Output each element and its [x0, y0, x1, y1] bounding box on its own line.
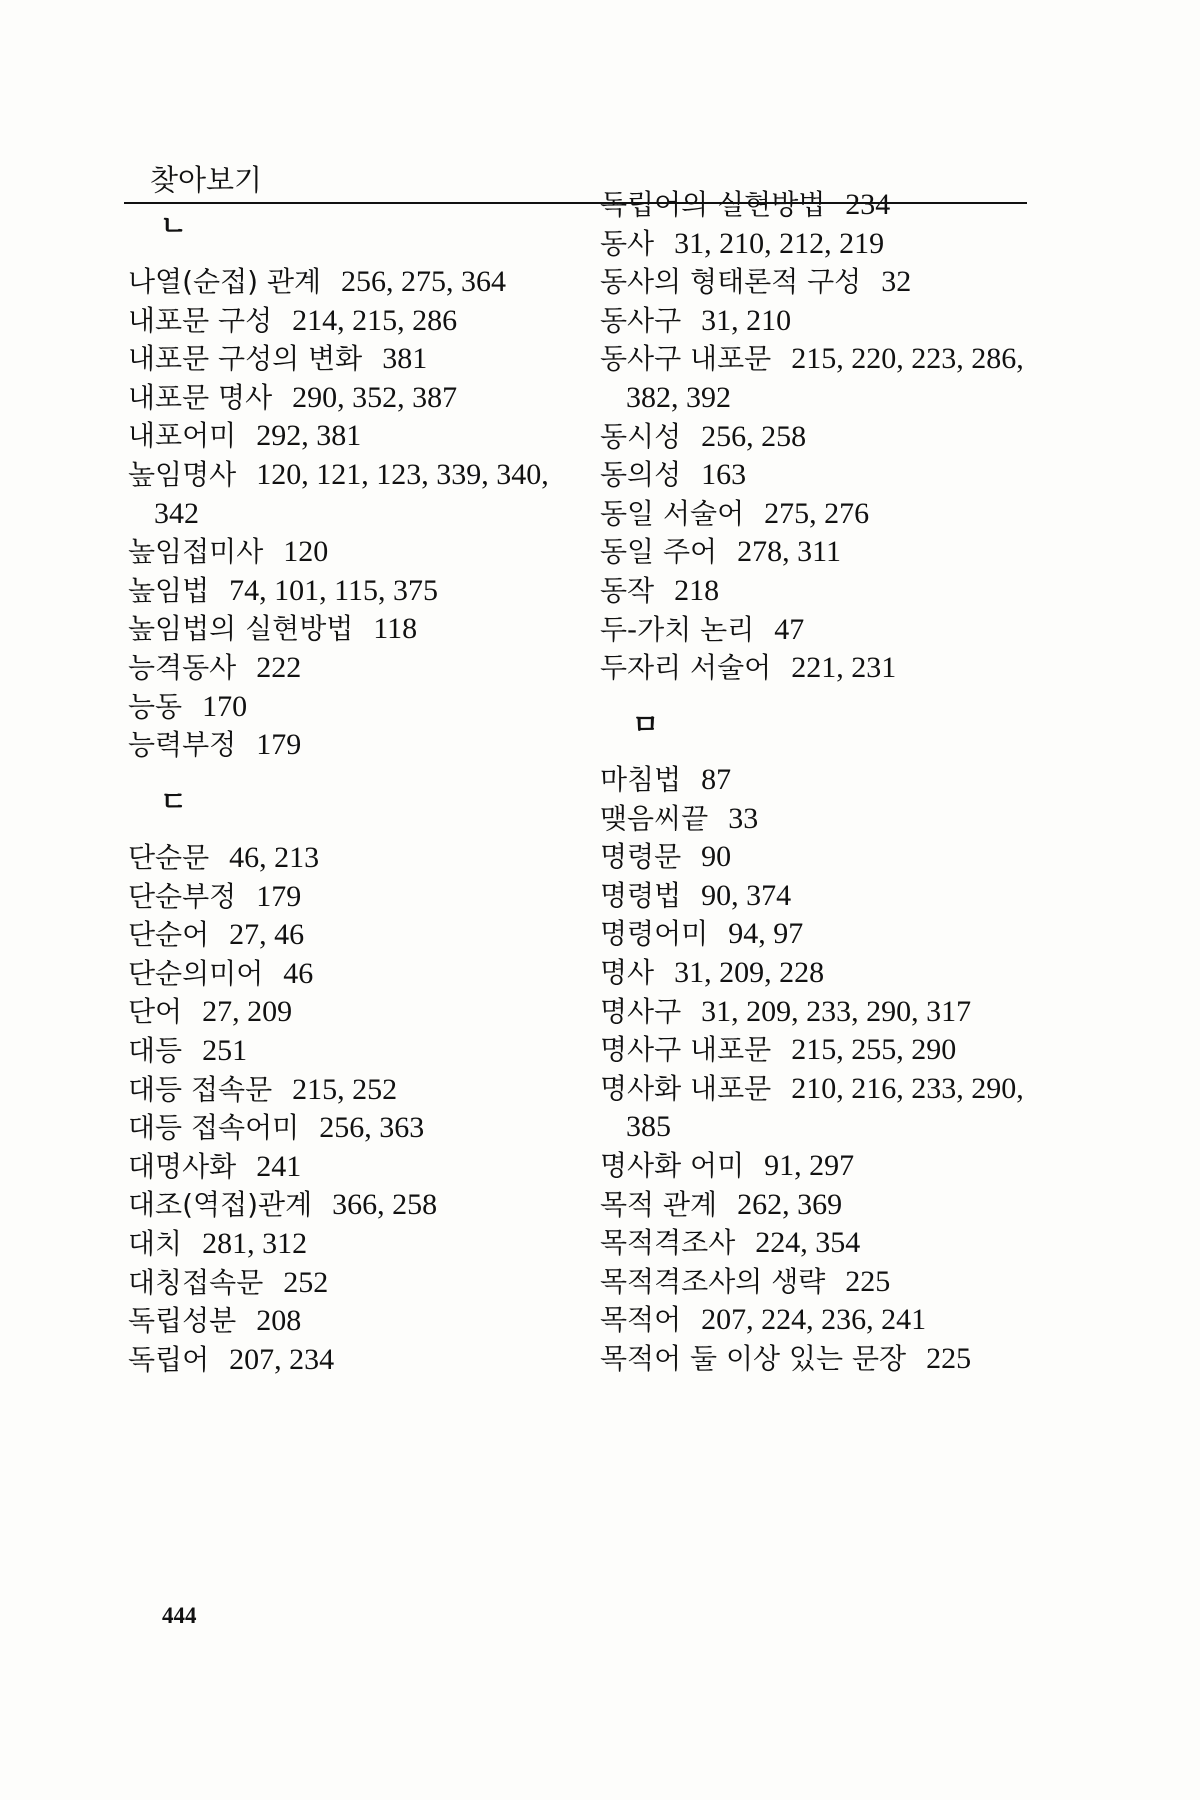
index-pages: 366, 258: [332, 1188, 438, 1222]
index-term: 동작: [600, 574, 655, 607]
index-term: 목적어 둘 이상 있는 문장: [600, 1342, 907, 1375]
index-term: 명령법: [600, 878, 682, 912]
header-rule: [124, 202, 1027, 204]
index-pages: 292, 381: [256, 419, 362, 453]
index-term: 단순의미어: [128, 956, 264, 990]
index-entry: [600, 417, 806, 457]
index-pages: 31, 209, 228: [674, 956, 825, 989]
index-term: 대칭접속문: [128, 1265, 264, 1299]
index-entry: [128, 571, 438, 611]
index-term: 명사구: [600, 994, 682, 1028]
section-heading-n: ㄴ: [160, 209, 188, 242]
index-term: 맺음씨끝: [600, 801, 709, 835]
index-term: 단순어: [128, 918, 210, 952]
index-term: 명령어미: [600, 917, 709, 951]
index-term: 독립어: [128, 1342, 210, 1376]
index-entry: [600, 1069, 1024, 1109]
index-pages: 252: [283, 1265, 329, 1299]
index-term: 대등 접속어미: [128, 1111, 300, 1145]
index-term: 독립성분: [128, 1304, 237, 1338]
index-term: 동사: [600, 226, 655, 260]
index-entry: [600, 301, 791, 341]
index-term: 명사구 내포문: [600, 1033, 772, 1067]
index-term: 동일 서술어: [600, 496, 745, 530]
index-term: 두-가치 논리: [600, 612, 755, 646]
index-term: 동일 주어: [600, 535, 718, 569]
index-entry: [128, 378, 457, 418]
index-pages: 31, 210, 212, 219: [674, 226, 885, 260]
index-entry: [600, 760, 731, 800]
index-entry: [128, 725, 301, 765]
index-pages: 256, 258: [701, 419, 807, 453]
index-term: 마침법: [600, 763, 682, 796]
index-term: 나열(순접) 관계: [128, 265, 322, 298]
index-term: 목적격조사의 생략: [600, 1264, 826, 1298]
index-term: 동사구 내포문: [600, 342, 772, 376]
index-term: 높임명사: [128, 458, 237, 491]
index-pages: 251: [202, 1034, 248, 1067]
index-pages: 234: [845, 188, 891, 221]
index-pages: 382, 392: [626, 381, 731, 414]
index-pages: 225: [845, 1264, 891, 1298]
index-term: 높임접미사: [128, 535, 264, 569]
index-entry: [128, 532, 328, 572]
index-entry: [600, 339, 1024, 379]
index-term: 동사의 형태론적 구성: [600, 265, 862, 299]
index-entry: [600, 914, 803, 954]
index-entry: [600, 648, 896, 688]
index-pages: 33: [728, 801, 759, 835]
index-pages: 214, 215, 286: [292, 303, 458, 337]
index-term: 명사화 내포문: [600, 1071, 772, 1105]
index-entry: [600, 185, 890, 225]
index-entry-continuation: [626, 1107, 671, 1147]
index-entry: [128, 838, 319, 878]
index-entry: [128, 992, 292, 1032]
index-pages: 256, 363: [319, 1111, 425, 1145]
index-entry: [600, 1223, 860, 1263]
index-entry: [128, 301, 457, 341]
index-pages: 222: [256, 651, 302, 684]
index-term: 단순문: [128, 841, 210, 874]
index-pages: 120, 121, 123, 339, 340,: [256, 458, 549, 491]
index-entry: [600, 532, 841, 572]
index-term: 동사구: [600, 303, 682, 337]
index-term: 대조(역접)관계: [128, 1188, 313, 1222]
index-entry: [600, 1300, 926, 1340]
index-term: 내포어미: [128, 419, 237, 453]
index-term: 능격동사: [128, 651, 237, 684]
index-term: 명령문: [600, 840, 682, 874]
section-heading-m: ㅁ: [632, 708, 660, 741]
section-heading-d: ㄷ: [160, 785, 188, 818]
index-pages: 385: [626, 1110, 671, 1144]
index-entry: [600, 992, 971, 1032]
index-entry: [128, 954, 313, 994]
index-pages: 32: [881, 265, 912, 299]
index-entry: [128, 1185, 437, 1225]
index-entry: [600, 837, 731, 877]
index-pages: 215, 255, 290: [791, 1033, 957, 1067]
index-pages: 31, 209, 233, 290, 317: [701, 994, 972, 1028]
index-pages: 179: [256, 728, 302, 762]
index-entry-continuation: [626, 378, 731, 418]
index-entry: [128, 262, 506, 302]
index-pages: 27, 209: [202, 995, 293, 1029]
index-entry: [128, 1108, 424, 1148]
index-pages: 208: [256, 1304, 302, 1338]
index-term: 높임법: [128, 573, 210, 607]
index-pages: 118: [373, 612, 418, 646]
index-entry: [600, 1146, 854, 1186]
index-pages: 225: [926, 1342, 972, 1375]
index-entry-continuation: [154, 494, 199, 534]
index-term: 능력부정: [128, 728, 237, 762]
index-entry: [128, 1031, 247, 1071]
index-entry: [128, 455, 549, 495]
index-term: 목적어: [600, 1303, 682, 1337]
index-pages: 290, 352, 387: [292, 380, 458, 414]
index-entry: [128, 648, 301, 688]
index-term: 독립어의 실현방법: [600, 188, 826, 221]
index-pages: 381: [382, 342, 428, 376]
index-entry: [600, 876, 791, 916]
index-pages: 256, 275, 364: [341, 265, 507, 298]
index-pages: 91, 297: [764, 1149, 855, 1182]
index-entry: [600, 610, 804, 650]
index-term: 대등: [128, 1034, 183, 1067]
index-pages: 120: [283, 535, 329, 569]
index-pages: 224, 354: [755, 1226, 861, 1260]
index-entry: [128, 609, 417, 649]
index-entry: [600, 953, 824, 993]
index-term: 목적격조사: [600, 1226, 736, 1260]
index-pages: 46, 213: [229, 841, 320, 874]
index-term: 동의성: [600, 458, 682, 492]
index-entry: [128, 1263, 328, 1303]
index-pages: 31, 210: [701, 303, 792, 337]
index-term: 동시성: [600, 419, 682, 453]
index-entry: [600, 571, 719, 611]
index-entry: [600, 799, 758, 839]
page-header-title: 찾아보기: [150, 163, 263, 197]
index-pages: 163: [701, 458, 747, 492]
index-entry: [600, 494, 869, 534]
index-pages: 241: [256, 1149, 302, 1183]
index-entry: [128, 416, 361, 456]
index-pages: 74, 101, 115, 375: [229, 573, 439, 607]
index-pages: 170: [202, 689, 248, 723]
index-pages: 207, 234: [229, 1342, 335, 1376]
index-term: 내포문 구성의 변화: [128, 342, 363, 376]
index-pages: 27, 46: [229, 918, 305, 952]
index-pages: 262, 369: [737, 1187, 843, 1221]
index-term: 단순부정: [128, 879, 237, 913]
index-entry: [128, 1340, 334, 1380]
index-pages: 215, 220, 223, 286,: [791, 342, 1024, 376]
index-term: 내포문 구성: [128, 303, 273, 337]
index-pages: 179: [256, 879, 302, 913]
index-pages: 342: [154, 496, 199, 530]
index-entry: [128, 877, 301, 917]
index-entry: [600, 1339, 971, 1379]
index-pages: 281, 312: [202, 1227, 308, 1260]
index-pages: 215, 252: [292, 1072, 398, 1106]
index-pages: 218: [674, 574, 720, 607]
index-entry: [128, 915, 304, 955]
index-entry: [128, 1224, 307, 1264]
index-pages: 46: [283, 956, 314, 990]
index-entry: [600, 1030, 956, 1070]
index-entry: [128, 1301, 301, 1341]
index-entry: [600, 262, 911, 302]
index-pages: 94, 97: [728, 917, 804, 951]
index-pages: 278, 311: [737, 535, 841, 569]
index-term: 높임법의 실현방법: [128, 612, 354, 646]
index-pages: 47: [774, 612, 805, 646]
index-entry: [600, 224, 884, 264]
index-term: 대명사화: [128, 1149, 237, 1183]
index-pages: 275, 276: [764, 496, 870, 530]
page-number: 444: [162, 1603, 197, 1628]
index-term: 능동: [128, 689, 183, 723]
index-pages: 87: [701, 763, 732, 796]
index-term: 대치: [128, 1227, 183, 1260]
index-pages: 210, 216, 233, 290,: [791, 1071, 1024, 1105]
index-entry: [600, 455, 746, 495]
index-entry: [128, 1147, 301, 1187]
index-entry: [128, 687, 247, 727]
index-entry: [600, 1185, 842, 1225]
index-pages: 90: [701, 840, 732, 874]
index-term: 대등 접속문: [128, 1072, 273, 1106]
index-entry: [128, 339, 427, 379]
index-entry: [128, 1070, 397, 1110]
index-pages: 90, 374: [701, 878, 792, 912]
index-term: 명사: [600, 956, 655, 989]
index-term: 두자리 서술어: [600, 651, 772, 685]
index-term: 명사화 어미: [600, 1149, 745, 1182]
index-pages: 221, 231: [791, 651, 897, 685]
index-term: 단어: [128, 995, 183, 1029]
index-entry: [600, 1262, 890, 1302]
index-term: 목적 관계: [600, 1187, 718, 1221]
index-pages: 207, 224, 236, 241: [701, 1303, 927, 1337]
index-term: 내포문 명사: [128, 380, 273, 414]
